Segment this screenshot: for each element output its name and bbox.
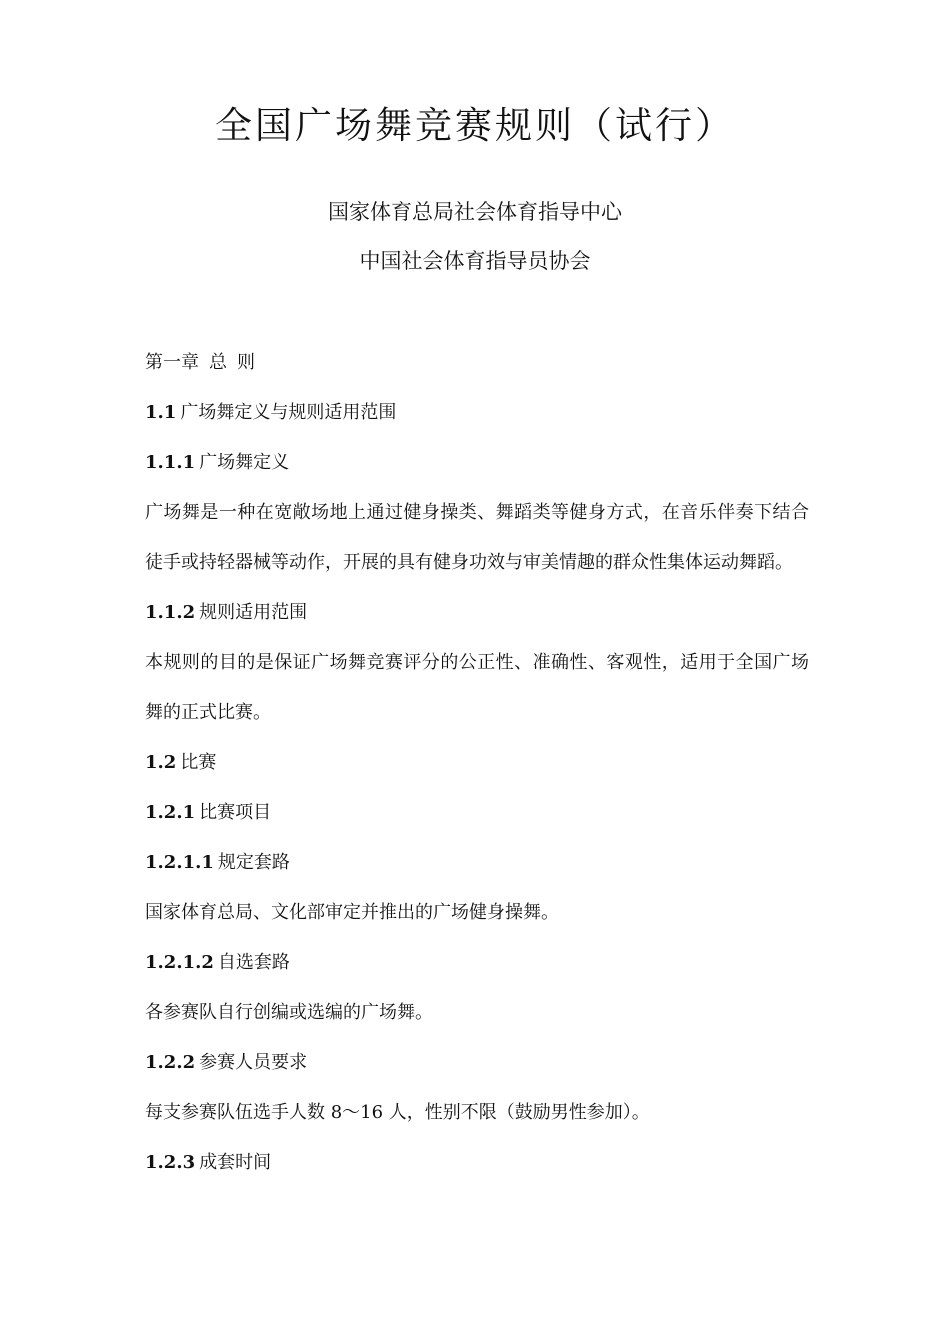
section-title: 成套时间	[199, 1152, 272, 1173]
chapter-word-2: 则	[237, 352, 255, 373]
section-heading	[145, 946, 809, 980]
document-title: 全国广场舞竞赛规则（试行）	[215, 104, 735, 147]
body-line: 国家体育总局、文化部审定并推出的广场健身操舞。	[145, 902, 559, 923]
section-heading	[145, 596, 809, 630]
body-paragraph: 广场舞是一种在宽敞场地上通过健身操类、舞蹈类等健身方式，在音乐伴奏下结合徒手或持轻器械等动作，开展的具有健身功效与审美情趣的群众性集体运动舞蹈。	[145, 502, 809, 573]
section-number: 1.2.3	[145, 1152, 196, 1173]
section-number: 1.1	[145, 402, 177, 423]
document-body	[145, 346, 809, 1196]
section-number: 1.1.2	[145, 602, 196, 623]
section-heading	[145, 1146, 809, 1180]
section-number: 1.2.2	[145, 1052, 196, 1073]
section-title: 规则适用范围	[199, 602, 308, 623]
section-title: 参赛人员要求	[199, 1052, 308, 1073]
section-number: 1.1.1	[145, 452, 196, 473]
chapter-label: 第一章	[145, 352, 199, 373]
issuer-line-2: 中国社会体育指导员协会	[359, 249, 591, 273]
section-number: 1.2.1.2	[145, 952, 214, 973]
section-heading	[145, 396, 809, 430]
section-number: 1.2	[145, 752, 177, 773]
body-paragraph: 本规则的目的是保证广场舞竞赛评分的公正性、准确性、客观性，适用于全国广场舞的正式比赛。	[145, 652, 809, 723]
section-heading	[145, 1046, 809, 1080]
section-heading	[145, 846, 809, 880]
body-line: 各参赛队自行创编或选编的广场舞。	[145, 1002, 433, 1023]
issuer-line-1: 国家体育总局社会体育指导中心	[328, 200, 622, 224]
section-heading	[145, 446, 809, 480]
body-line: 每支参赛队伍选手人数 8～16 人，性别不限（鼓励男性参加）。	[145, 1102, 650, 1123]
section-title: 规定套路	[217, 852, 290, 873]
section-title: 比赛项目	[199, 802, 272, 823]
section-heading	[145, 796, 809, 830]
section-title: 自选套路	[217, 952, 290, 973]
section-title: 广场舞定义	[199, 452, 290, 473]
section-title: 比赛	[180, 752, 217, 773]
section-heading	[145, 746, 809, 780]
chapter-word-1: 总	[209, 352, 227, 373]
chapter-heading	[145, 346, 809, 380]
section-title: 广场舞定义与规则适用范围	[180, 402, 397, 423]
section-number: 1.2.1.1	[145, 852, 214, 873]
section-number: 1.2.1	[145, 802, 196, 823]
